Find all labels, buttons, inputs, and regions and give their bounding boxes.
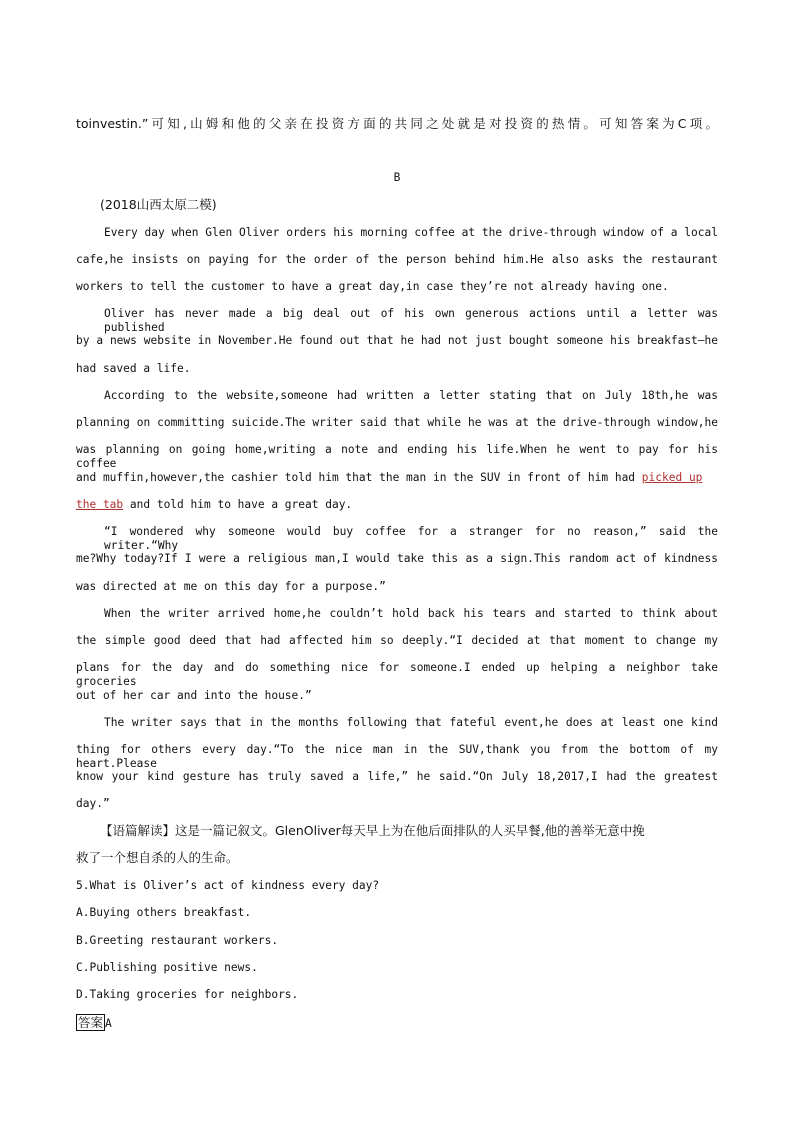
option-b: B.Greeting restaurant workers. bbox=[76, 934, 279, 947]
p1-line-2: cafe,he insists on paying for the order of the person behind him.He also asks the restaurant bbox=[76, 253, 718, 266]
p2-line-3: had saved a life. bbox=[76, 362, 191, 375]
p3-line-4 bbox=[76, 471, 718, 485]
picked-up-link[interactable]: picked up bbox=[641, 471, 703, 484]
p3-line-4-text: and muffin,however,the cashier told him that the man in the SUV in front of him had bbox=[76, 471, 636, 484]
p6-line-4: day.” bbox=[76, 797, 110, 810]
p5-line-2: the simple good deed that had affected him so deeply.“I decided at that moment to change my bbox=[76, 634, 718, 647]
analysis-line-1: 【语篇解读】这是一篇记叙文。GlenOliver每天早上为在他后面排队的人买早餐,他的善举无意中挽 bbox=[100, 823, 645, 838]
p2-line-2: by a news website in November.He found out that he had not just bought someone his breakfast—he bbox=[76, 334, 718, 347]
answer-label: 答案 bbox=[78, 1015, 104, 1030]
p6-line-3: know your kind gesture has truly saved a life,” he said.“On July 18,2017,I had the greatest bbox=[76, 770, 718, 783]
p3-line-5 bbox=[76, 498, 718, 512]
p3-tail-text: and told him to have a great day. bbox=[123, 498, 353, 511]
option-d: D.Taking groceries for neighbors. bbox=[76, 988, 299, 1001]
p5-line-3: plans for the day and do something nice for someone.I ended up helping a neighbor take groceries bbox=[76, 661, 718, 688]
p6-line-2: thing for others every day.“To the nice man in the SUV,thank you from the bottom of my heart.Please bbox=[76, 743, 718, 770]
p4-line-1: “I wondered why someone would buy coffee for a stranger for no reason,” said the writer.“Why bbox=[104, 525, 718, 552]
p5-line-1: When the writer arrived home,he couldn’t hold back his tears and started to think about bbox=[104, 607, 718, 620]
p5-line-4: out of her car and into the house.” bbox=[76, 689, 312, 702]
p1-line-3: workers to tell the customer to have a great day,in case they’re not already having one. bbox=[76, 280, 669, 293]
p3-line-3: was planning on going home,writing a note and ending his life.When he went to pay for his coffee bbox=[76, 443, 718, 470]
analysis-line-2: 救了一个想自杀的人的生命。 bbox=[76, 850, 239, 865]
source-label: (2018山西太原二模) bbox=[100, 197, 217, 212]
question-stem: 5.What is Oliver’s act of kindness every day? bbox=[76, 879, 380, 892]
p4-line-2: me?Why today?If I were a religious man,I would take this as a sign.This random act of kindness bbox=[76, 552, 718, 565]
p3-line-2: planning on committing suicide.The writer said that while he was at the drive-through window,he bbox=[76, 416, 718, 429]
p2-line-1: Oliver has never made a big deal out of his own generous actions until a letter was published bbox=[104, 307, 718, 334]
intro-line: toinvestin.”可知,山姆和他的父亲在投资方面的共同之处就是对投资的热情。可知答案为C项。 bbox=[76, 116, 718, 131]
p4-line-3: was directed at me on this day for a purpose.” bbox=[76, 580, 386, 593]
answer-row bbox=[76, 1014, 718, 1031]
answer-value: A bbox=[105, 1017, 112, 1030]
p6-line-1: The writer says that in the months following that fateful event,he does at least one kind bbox=[104, 716, 718, 729]
option-c: C.Publishing positive news. bbox=[76, 961, 258, 974]
the-tab-link[interactable]: the tab bbox=[76, 498, 124, 511]
p3-line-1: According to the website,someone had written a letter stating that on July 18th,he was bbox=[104, 389, 718, 402]
section-label: B bbox=[393, 171, 401, 184]
option-a: A.Buying others breakfast. bbox=[76, 906, 252, 919]
p1-line-1: Every day when Glen Oliver orders his morning coffee at the drive-through window of a local bbox=[104, 226, 718, 239]
